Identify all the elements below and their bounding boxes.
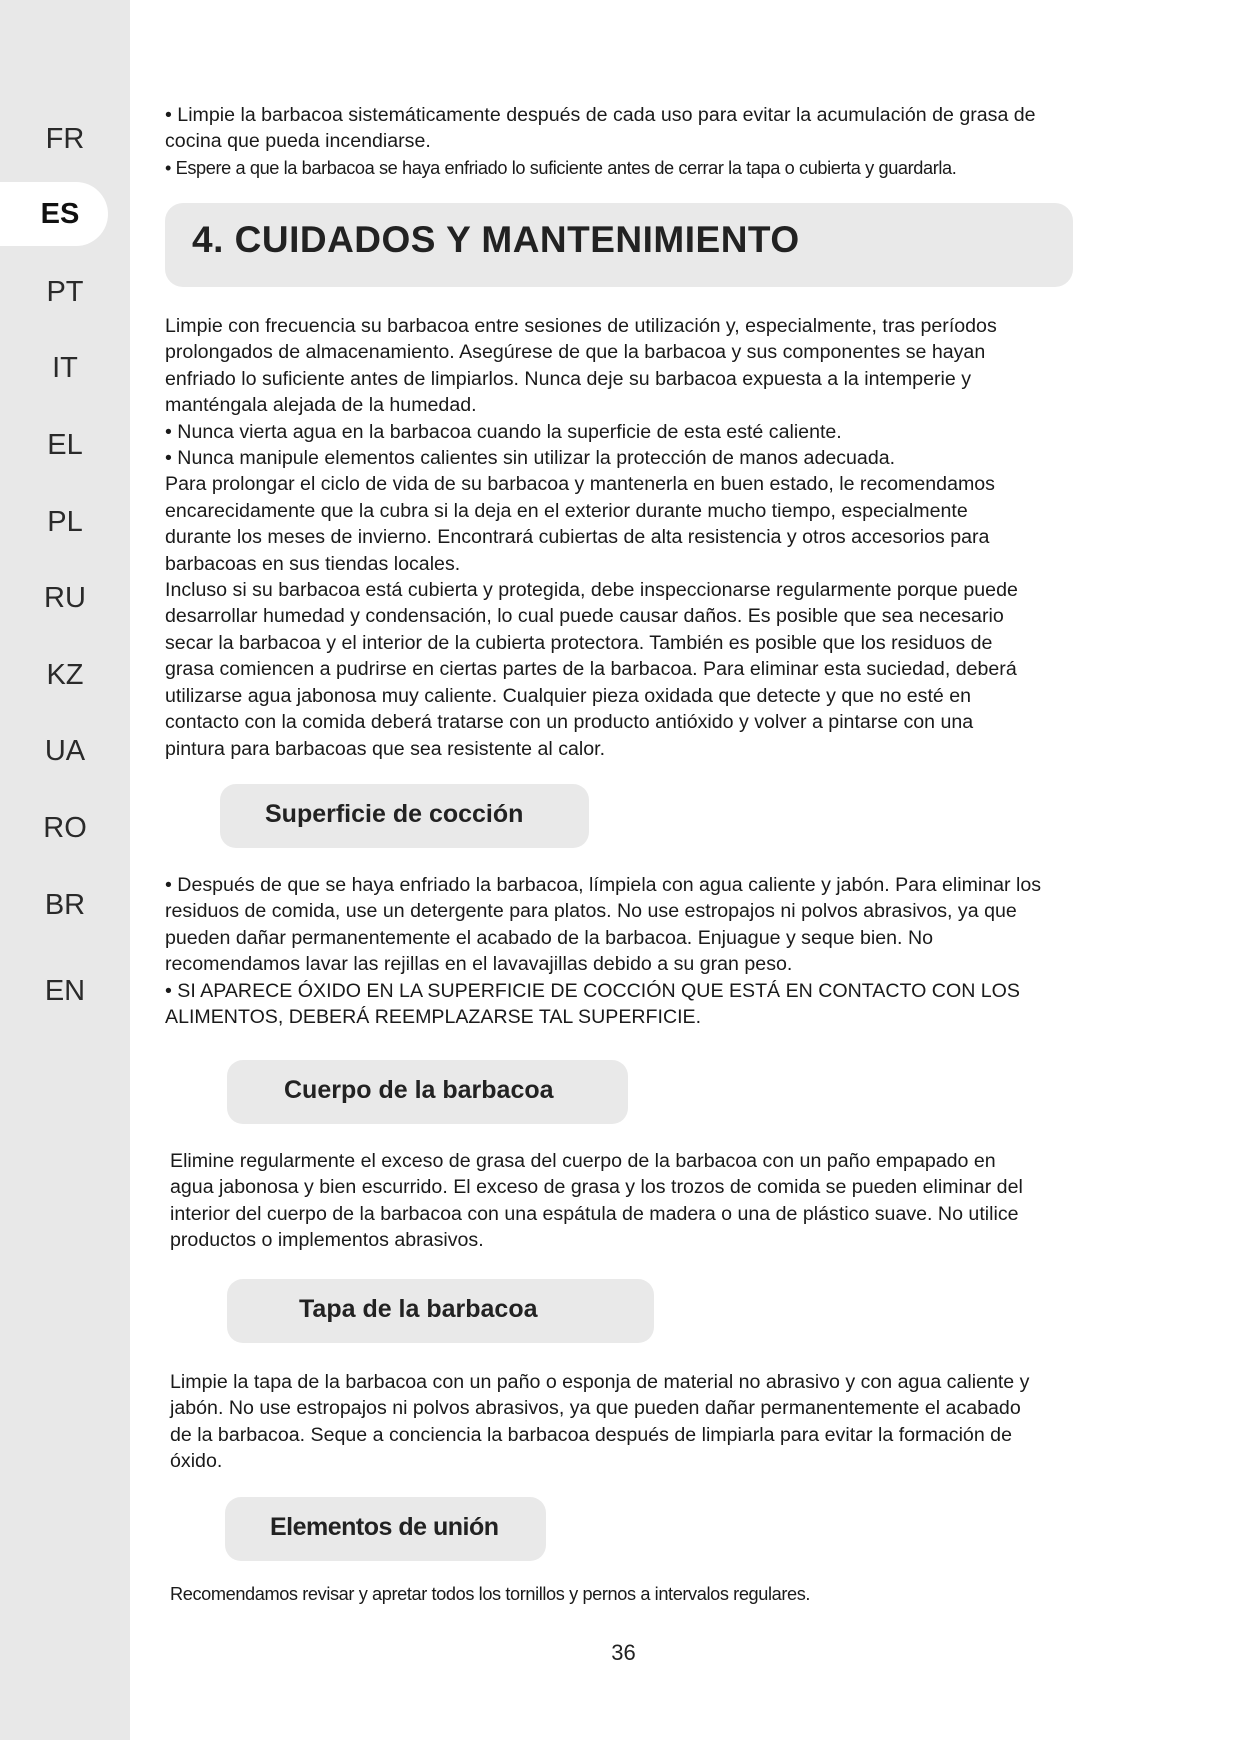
subsection-tapa-box: [227, 1279, 654, 1343]
main-line: • Nunca manipule elementos calientes sin utilizar la protección de manos adecuada.: [165, 447, 896, 470]
tapa-line: jabón. No use estropajos ni polvos abrasivos, ya que pueden dañar permanentemente el acabado: [170, 1397, 1021, 1420]
main-line: pintura para barbacoas que sea resistente al calor.: [165, 737, 606, 760]
main-line: Incluso si su barbacoa está cubierta y protegida, debe inspeccionarse regularmente porque puede: [165, 579, 1018, 602]
coccion-line: ALIMENTOS, DEBERÁ REEMPLAZARSE TAL SUPERFICIE.: [165, 1006, 702, 1029]
main-line: grasa comiencen a pudrirse en ciertas partes de la barbacoa. Para eliminar esta suciedad, deberá: [165, 658, 1017, 681]
union-line: Recomendamos revisar y apretar todos los tornillos y pernos a intervalos regulares.: [170, 1584, 811, 1604]
cuerpo-line: Elimine regularmente el exceso de grasa del cuerpo de la barbacoa con un paño empapado en: [170, 1150, 996, 1172]
tapa-line: de la barbacoa. Seque a conciencia la barbacoa después de limpiarla para evitar la formación de: [170, 1423, 1012, 1446]
union-text: [170, 1581, 1090, 1607]
main-line: enfriado lo suficiente antes de limpiarlos. Nunca deje su barbacoa expuesta a la intemperie y: [165, 367, 971, 390]
lang-kz[interactable]: KZ: [46, 659, 84, 691]
tapa-text: [170, 1369, 1090, 1475]
lang-en[interactable]: EN: [44, 975, 86, 1007]
subsection-union-box: [225, 1497, 546, 1561]
main-line: durante los meses de invierno. Encontrará cubiertas de alta resistencia y otros accesorios para: [165, 526, 990, 549]
main-line: utilizarse agua jabonosa muy caliente. Cualquier pieza oxidada que detecte y que no esté en: [165, 684, 972, 707]
subsection-coccion-box: [220, 784, 589, 848]
lang-it[interactable]: IT: [52, 352, 78, 384]
lang-br[interactable]: BR: [44, 889, 86, 921]
lang-el[interactable]: EL: [47, 429, 83, 461]
intro-text: [165, 102, 1085, 181]
subsection-union-title: Elementos de unión: [270, 1513, 499, 1541]
cuerpo-text: [170, 1148, 1090, 1254]
tapa-line: óxido.: [170, 1450, 223, 1473]
lang-fr[interactable]: FR: [45, 123, 85, 155]
subsection-cuerpo-box: [227, 1060, 628, 1124]
language-sidebar: [0, 0, 130, 1740]
coccion-line: pueden dañar permanentemente el acabado de la barbacoa. Enjuague y seque bien. No: [165, 926, 933, 949]
subsection-cuerpo-title: Cuerpo de la barbacoa: [284, 1076, 554, 1104]
section-title-box: [165, 203, 1073, 287]
subsection-coccion-title: Superficie de cocción: [265, 800, 524, 828]
main-line: encarecidamente que la cubra si la deja en el exterior durante mucho tiempo, especialmente: [165, 499, 968, 522]
intro-line: • Espere a que la barbacoa se haya enfriado lo suficiente antes de cerrar la tapa o cubierta y guardarla.: [165, 157, 957, 178]
lang-ro[interactable]: RO: [43, 812, 87, 844]
main-line: Para prolongar el ciclo de vida de su barbacoa y mantenerla en buen estado, le recomendamos: [165, 473, 995, 496]
cuerpo-line: productos o implementos abrasivos.: [170, 1229, 484, 1252]
intro-line: cocina que pueda incendiarse.: [165, 130, 431, 153]
main-text: [165, 313, 1085, 762]
main-line: contacto con la comida deberá tratarse con un producto antióxido y volver a pintarse con una: [165, 711, 974, 734]
page-number: 36: [611, 1640, 636, 1665]
main-line: Limpie con frecuencia su barbacoa entre sesiones de utilización y, especialmente, tras períodos: [165, 315, 997, 337]
lang-pt[interactable]: PT: [46, 276, 84, 308]
coccion-text: [165, 872, 1085, 1030]
main-line: manténgala alejada de la humedad.: [165, 394, 477, 417]
lang-es-active[interactable]: ES: [0, 182, 108, 246]
lang-ru[interactable]: RU: [44, 582, 86, 614]
subsection-tapa-title: Tapa de la barbacoa: [299, 1295, 538, 1323]
cuerpo-line: interior del cuerpo de la barbacoa con una espátula de madera o una de plástico suave. No utilice: [170, 1202, 1019, 1225]
intro-line: • Limpie la barbacoa sistemáticamente después de cada uso para evitar la acumulación de grasa de: [165, 104, 1036, 126]
coccion-line: • Después de que se haya enfriado la barbacoa, límpiela con agua caliente y jabón. Para eliminar los: [165, 874, 1042, 896]
section-title: 4. CUIDADOS Y MANTENIMIENTO: [192, 219, 800, 260]
coccion-line: residuos de comida, use un detergente para platos. No use estropajos ni polvos abrasivos, ya que: [165, 900, 1017, 923]
lang-pl[interactable]: PL: [47, 506, 83, 538]
main-line: • Nunca vierta agua en la barbacoa cuando la superficie de esta esté caliente.: [165, 420, 842, 443]
main-line: barbacoas en sus tiendas locales.: [165, 552, 461, 575]
main-line: secar la barbacoa y el interior de la cubierta protectora. También es posible que los residuos de: [165, 631, 993, 654]
cuerpo-line: agua jabonosa y bien escurrido. El exceso de grasa y los trozos de comida se pueden eliminar del: [170, 1176, 1023, 1199]
main-line: prolongados de almacenamiento. Asegúrese de que la barbacoa y sus componentes se hayan: [165, 341, 986, 364]
coccion-line: recomendamos lavar las rejillas en el lavavajillas debido a su gran peso.: [165, 953, 793, 976]
tapa-line: Limpie la tapa de la barbacoa con un paño o esponja de material no abrasivo y con agua caliente y: [170, 1371, 1030, 1393]
main-line: desarrollar humedad y condensación, lo cual puede causar daños. Es posible que sea necesario: [165, 605, 1004, 628]
coccion-line: • SI APARECE ÓXIDO EN LA SUPERFICIE DE COCCIÓN QUE ESTÁ EN CONTACTO CON LOS: [165, 979, 1020, 1002]
lang-ua[interactable]: UA: [44, 735, 86, 767]
